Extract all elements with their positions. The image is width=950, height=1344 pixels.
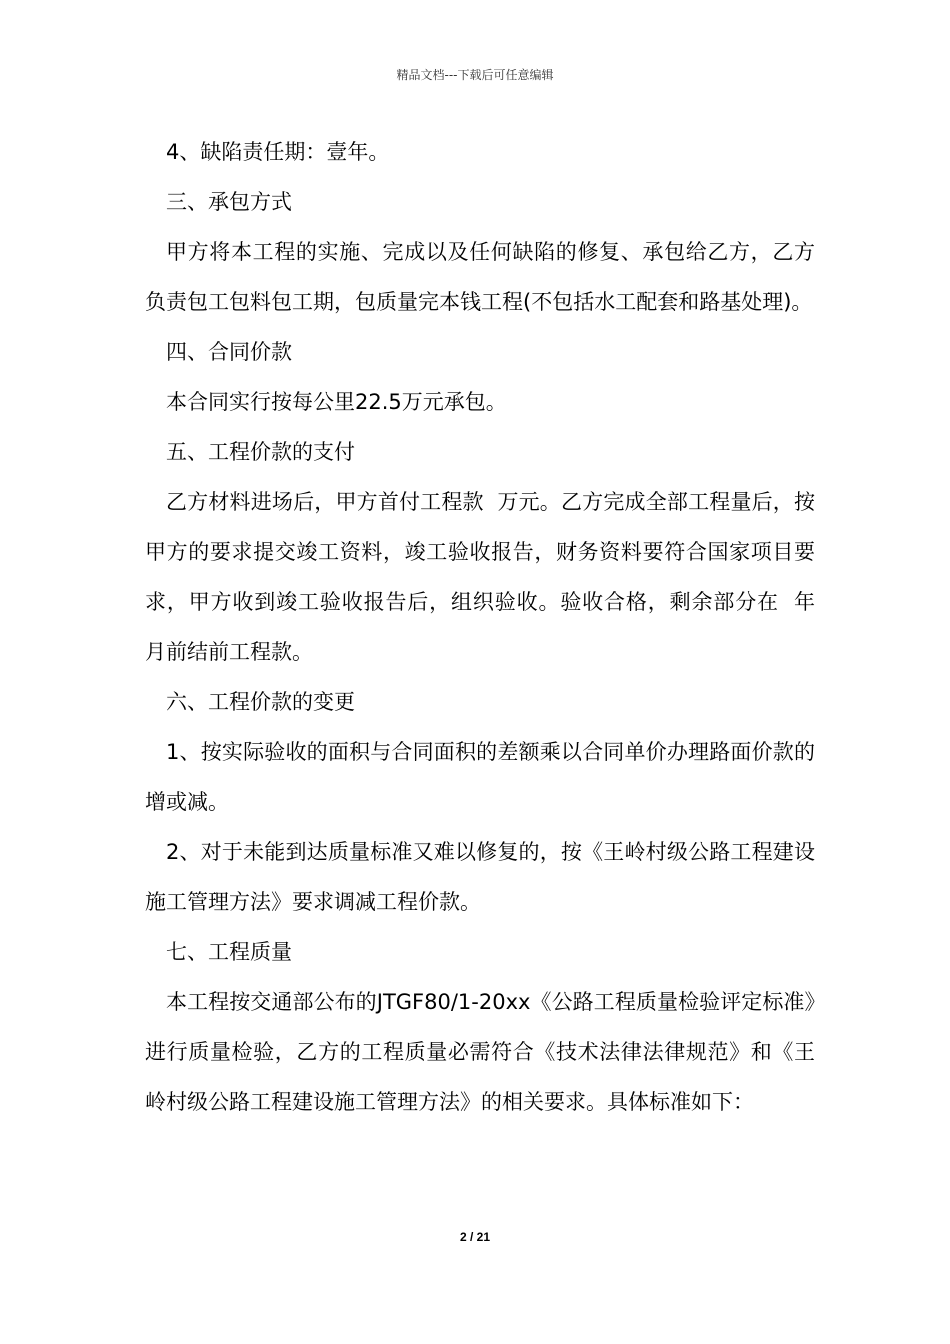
paragraph-price-change-1: 1、按实际验收的面积与合同面积的差额乘以合同单价办理路面价款的增或减。 (145, 740, 815, 814)
paragraph-payment: 乙方材料进场后，甲方首付工程款 万元。乙方完成全部工程量后，按甲方的要求提交竣工资料，竣工验收报告，财务资料要符合国家项目要求，甲方收到竣工验收报告后，组织验收。验收合格，剩余部分在 年 月前结前工程款。 (145, 490, 829, 664)
page-header: 精品文档---下载后可任意编辑 (396, 68, 554, 82)
paragraph-contract-price: 本合同实行按每公里22.5万元承包。 (166, 390, 507, 414)
section-heading-contract-price: 四、合同价款 (166, 340, 292, 364)
paragraph-defect-period: 4、缺陷责任期：壹年。 (166, 140, 390, 164)
paragraph-contract-method: 甲方将本工程的实施、完成以及任何缺陷的修复、承包给乙方，乙方负责包工包料包工期，包质量完本钱工程(不包括水工配套和路基处理)。 (145, 240, 815, 314)
section-heading-payment: 五、工程价款的支付 (166, 440, 355, 464)
page-number: 2 / 21 (459, 1230, 491, 1244)
paragraph-quality: 本工程按交通部公布的JTGF80/1-20xx《公路工程质量检验评定标准》进行质量检验，乙方的工程质量必需符合《技术法律法律规范》和《王岭村级公路工程建设施工管理方法》的相关要求。具体标准如下： (145, 990, 815, 1114)
section-heading-price-change: 六、工程价款的变更 (166, 690, 355, 714)
paragraph-price-change-2: 2、对于未能到达质量标准又难以修复的，按《王岭村级公路工程建设施工管理方法》要求调减工程价款。 (145, 840, 815, 914)
document-body (145, 127, 829, 1127)
section-heading-contract-method: 三、承包方式 (166, 190, 292, 214)
section-heading-quality: 七、工程质量 (166, 940, 292, 964)
